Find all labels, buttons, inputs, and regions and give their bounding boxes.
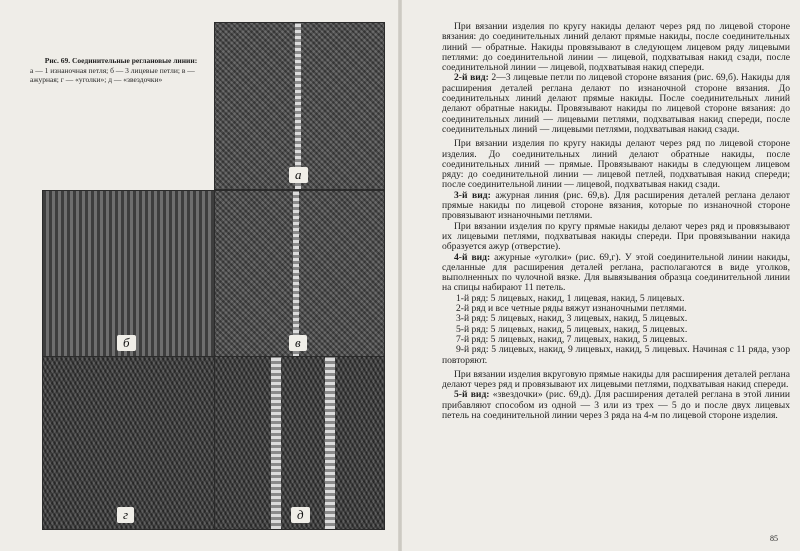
caption-legend: а — 1 изнаночная петля; б — 3 лицевые петли; в — ажурная; г — «уголки»; д — «звездочки» <box>30 66 195 84</box>
page-number: 85 <box>770 534 778 543</box>
row-instruction: 7-й ряд: 5 лицевых, накид, 7 лицевых, накид, 5 лицевых. <box>456 333 688 345</box>
body-text <box>442 22 790 421</box>
right-page <box>402 0 800 551</box>
row-instruction: 2-й ряд и все четные ряды вяжут изнаночными петлями. <box>456 303 687 315</box>
paragraph: При вязании изделия по кругу накиды делают через ряд по лицевой стороне изделия. До соединительных линий делают обратные накиды, после соединительных линий — прямые. Провязывают накиды в следующем лицевом ряду: до соединительной линии — лицевой петлей, подхватывая накид спереди; после соединительной линии — лицевой, подхватывая накид сзади. <box>442 138 790 191</box>
panel-label-g: г <box>117 507 134 523</box>
knit-sample-d <box>214 356 385 530</box>
row-instruction: 3-й ряд: 5 лицевых, накид, 3 лицевых, накид, 5 лицевых. <box>456 313 688 325</box>
caption-title: Рис. 69. Соединительные реглановые линии: <box>44 56 198 65</box>
section-heading: 2-й вид: <box>454 72 489 84</box>
knit-sample-g <box>42 356 215 530</box>
paragraph: 2—3 лицевые петли по лицевой стороне вязания (рис. 69,б). Накиды для расширения деталей реглана делают по изнаночной стороне вязания. До соединительных линий делают прямые накиды. После соединительных линий делают обратные накиды. Провязывают накиды по лицевой стороне вязания: до соединительных линий — лицевыми петлями, подхватывая накид спереди, после соединительных линий — лицевыми петлями, подхватывая накид сзади. <box>442 72 790 135</box>
section-heading: 3-й вид: <box>454 189 491 201</box>
knit-sample-v <box>214 190 385 358</box>
paragraph: «звездочки» (рис. 69,д). Для расширения деталей реглана в этой линии прибавляют способом из одной — 3 или из трех — 5 до и после двух лицевых петель на соединительной линии через 3 ряда на 4-м по лицевой стороне изделия. <box>442 389 790 421</box>
knit-sample-a <box>214 22 385 190</box>
panel-label-v: в <box>289 335 307 351</box>
row-instruction: 5-й ряд: 5 лицевых, накид, 5 лицевых, накид, 5 лицевых. <box>456 323 688 335</box>
left-page <box>0 0 398 551</box>
paragraph: При вязании изделия вкруговую прямые накиды для расширения деталей реглана делают через ряд и провязывают их лицевыми петлями, подхватывая накид спереди. <box>442 368 790 391</box>
figure-caption <box>30 56 212 84</box>
section-heading: 4-й вид: <box>454 251 491 263</box>
panel-label-d: д <box>291 507 310 523</box>
seam-line <box>295 23 301 189</box>
paragraph: ажурные «уголки» (рис. 69,г). У этой соединительной линии накиды, сделанные для расширения деталей реглана, располагаются в виде уголков, выполненных по чулочной вязке. Для вывязывания образца соединительной линии на спицы набирают 11 петель. <box>442 251 790 294</box>
panel-label-b: б <box>117 335 136 351</box>
paragraph: ажурная линия (рис. 69,в). Для расширения деталей реглана делают прямые накиды по лицевой стороне вязания, которые по изнаночной стороне провязывают изнаночными петлями. <box>442 189 790 222</box>
row-instruction: 9-й ряд: 5 лицевых, накид, 9 лицевых, накид, 5 лицевых. Начиная с 11 ряда, узор повторяют. <box>442 344 790 366</box>
section-heading: 5-й вид: <box>454 389 490 401</box>
seam-line <box>271 357 281 529</box>
paragraph: При вязании изделия по кругу прямые накиды делают через ряд и провязывают их лицевыми петлями, подхватывая накиды спереди. При провязывании накида образуется ажур (отверстие). <box>442 220 790 253</box>
seam-line <box>325 357 335 529</box>
panel-label-a: а <box>289 167 308 183</box>
paragraph: При вязании изделия по кругу накиды делают через ряд по лицевой стороне вязания: до соединительных линий делают прямые накиды, после соединительных линий — обратные. Накиды провязывают в следующем лицевом ряду лицевыми петлями: до соединительной линии — лицевой, подхватывая накид сзади, после соединительной линии — лицевой, подхватывая накид спереди. <box>442 21 790 74</box>
seam-line <box>293 191 299 357</box>
knit-sample-b <box>42 190 215 358</box>
row-instruction: 1-й ряд: 5 лицевых, накид, 1 лицевая, накид, 5 лицевых. <box>456 292 685 304</box>
